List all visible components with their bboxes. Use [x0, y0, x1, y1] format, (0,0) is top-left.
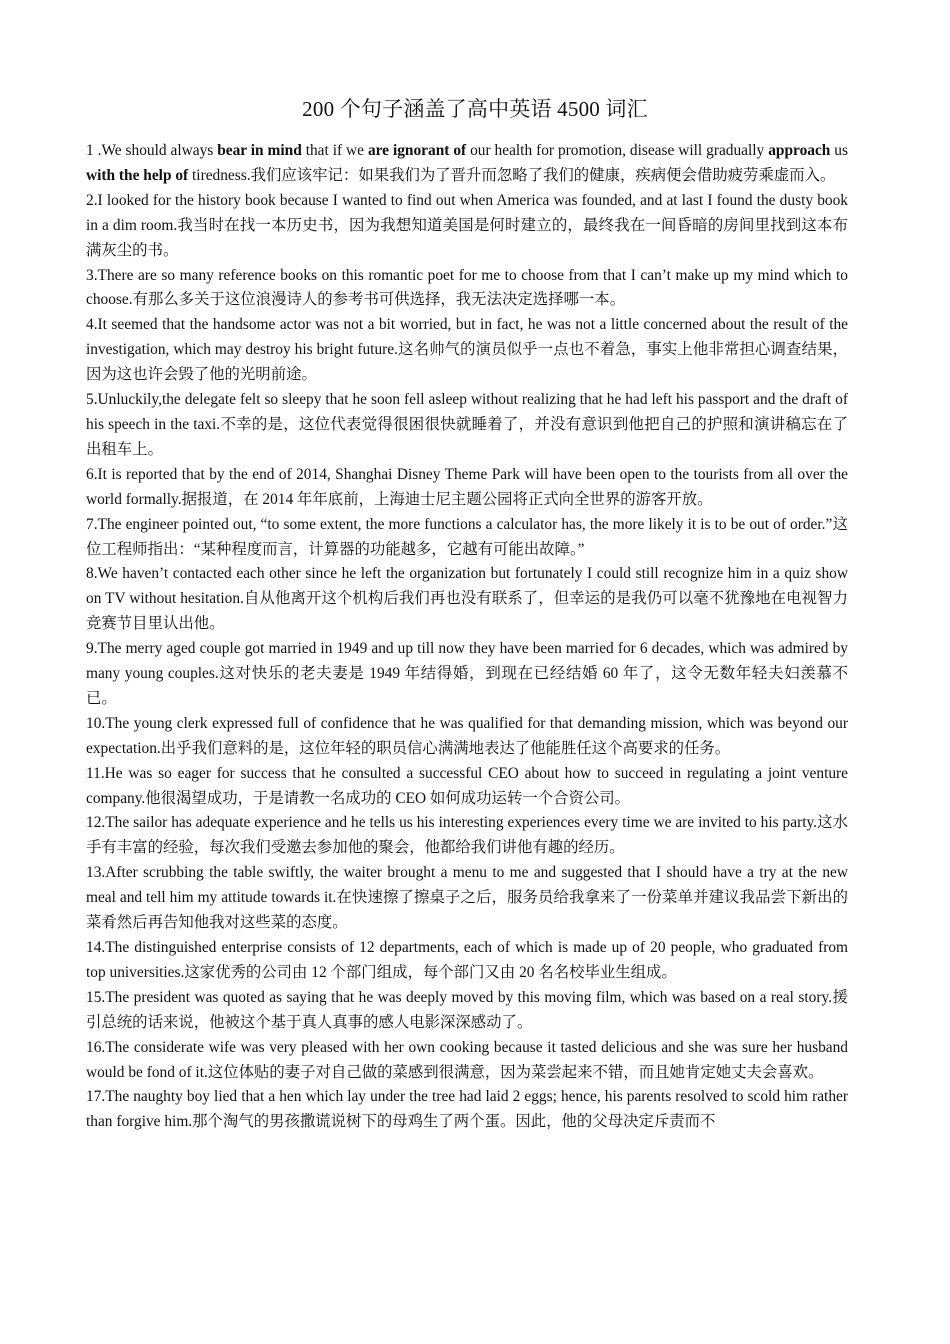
document-title: 200 个句子涵盖了高中英语 4500 词汇 — [302, 97, 648, 121]
sentence-item-12: 12.The sailor has adequate experience and he tells us his interesting experiences every time we are invited to his party.这水手有丰富的经验，每次我们受邀去参加他的聚会，他都给我们讲他有趣的经历。 — [86, 814, 848, 857]
sentence-item-7: 7.The engineer pointed out, “to some extent, the more functions a calculator has, the more likely it is to be out of order.”这位工程师指出：“某种程度而言，计算器的功能越多，它越有可能出故障。” — [86, 515, 848, 558]
sentence-item-3: 3.There are so many reference books on this romantic poet for me to choose from that I can’t make up my mind which to choose.有那么多关于这位浪漫诗人的参考书可供选择，我无法决定选择哪一本。 — [86, 266, 848, 309]
sentence-text: us — [830, 142, 848, 159]
sentence-text: our health for promotion, disease will gradually — [466, 142, 769, 159]
sentence-text: that if we — [301, 142, 368, 159]
sentence-item-2: 2.I looked for the history book because I wanted to find out when America was founded, and at last I found the dusty book in a dim room.我当时在找一本历史书，因为我想知道美国是何时建立的，最终我在一间昏暗的房间里找到这本布满灰尘的书。 — [86, 191, 848, 259]
sentence-item-13: 13.After scrubbing the table swiftly, the waiter brought a menu to me and suggested that I should have a try at the new meal and tell him my attitude towards it.在快速擦了擦桌子之后，服务员给我拿来了一份菜单并建议我品尝下新出的菜肴然后再告知他我对这些菜的态度。 — [86, 864, 848, 932]
sentence-item-10: 10.The young clerk expressed full of confidence that he was qualified for that demanding mission, which was beyond our expectation.出乎我们意料的是，这位年轻的职员信心满满地表达了他能胜任这个高要求的任务。 — [86, 714, 848, 757]
sentence-text: tiredness.我们应该牢记：如果我们为了晋升而忽略了我们的健康，疾病便会借助疲劳乘虚而入。 — [188, 166, 836, 184]
bold-phrase: with the help of — [86, 166, 189, 184]
sentence-item-16: 16.The considerate wife was very pleased with her own cooking because it tasted delicious and she was sure her husband would be fond of it.这位体贴的妻子对自己做的菜感到很满意，因为菜尝起来不错，而且她肯定她丈夫会喜欢。 — [86, 1038, 848, 1081]
sentence-text: 1 .We should always — [86, 142, 218, 159]
bold-phrase: bear in mind — [217, 142, 302, 159]
bold-phrase: approach — [768, 142, 831, 159]
sentence-list — [86, 139, 848, 1135]
sentence-item-11: 11.He was so eager for success that he consulted a successful CEO about how to succeed in regulating a joint venture company.他很渴望成功，于是请教一名成功的 CEO 如何成功运转一个合资公司。 — [86, 764, 848, 807]
sentence-item-15: 15.The president was quoted as saying that he was deeply moved by this moving film, which was based on a real story.援引总统的话来说，他被这个基于真人真事的感人电影深深感动了。 — [86, 988, 848, 1031]
sentence-item-17: 17.The naughty boy lied that a hen which lay under the tree had laid 2 eggs; hence, his parents resolved to scold him rather than forgive him.那个淘气的男孩撒谎说树下的母鸡生了两个蛋。因此，他的父母决定斥责而不 — [86, 1088, 848, 1131]
sentence-item-9: 9.The merry aged couple got married in 1949 and up till now they have been married for 6 decades, which was admired by many young couples.这对快乐的老夫妻是 1949 年结得婚，到现在已经结婚 60 年了，这令无数年轻夫妇羡慕不已。 — [86, 640, 848, 707]
sentence-item-8: 8.We haven’t contacted each other since he left the organization but fortunately I could still recognize him in a quiz show on TV without hesitation.自从他离开这个机构后我们再也没有联系了，但幸运的是我仍可以毫不犹豫地在电视智力竞赛节目里认出他。 — [86, 565, 848, 633]
sentence-item-6: 6.It is reported that by the end of 2014, Shanghai Disney Theme Park will have been open to the tourists from all over the world formally.据报道，在 2014 年年底前，上海迪士尼主题公园将正式向全世界的游客开放。 — [86, 465, 848, 508]
sentence-item-14: 14.The distinguished enterprise consists of 12 departments, each of which is made up of 20 people, who graduated from top universities.这家优秀的公司由 12 个部门组成，每个部门又由 20 名名校毕业生组成。 — [86, 939, 848, 981]
bold-phrase: are ignorant of — [367, 142, 467, 159]
sentence-item-4: 4.It seemed that the handsome actor was not a bit worried, but in fact, he was not a little concerned about the result of the investigation, which may destroy his bright future.这名帅气的演员似乎一点也不着急，事实上他非常担心调查结果，因为这也许会毁了他的光明前途。 — [86, 316, 848, 384]
sentence-item-1 — [86, 139, 848, 189]
sentence-item-5: 5.Unluckily,the delegate felt so sleepy that he soon fell asleep without realizing that he had left his passport and the draft of his speech in the taxi.不幸的是，这位代表觉得很困很快就睡着了，并没有意识到他把自己的护照和演讲稿忘在了出租车上。 — [86, 391, 848, 458]
